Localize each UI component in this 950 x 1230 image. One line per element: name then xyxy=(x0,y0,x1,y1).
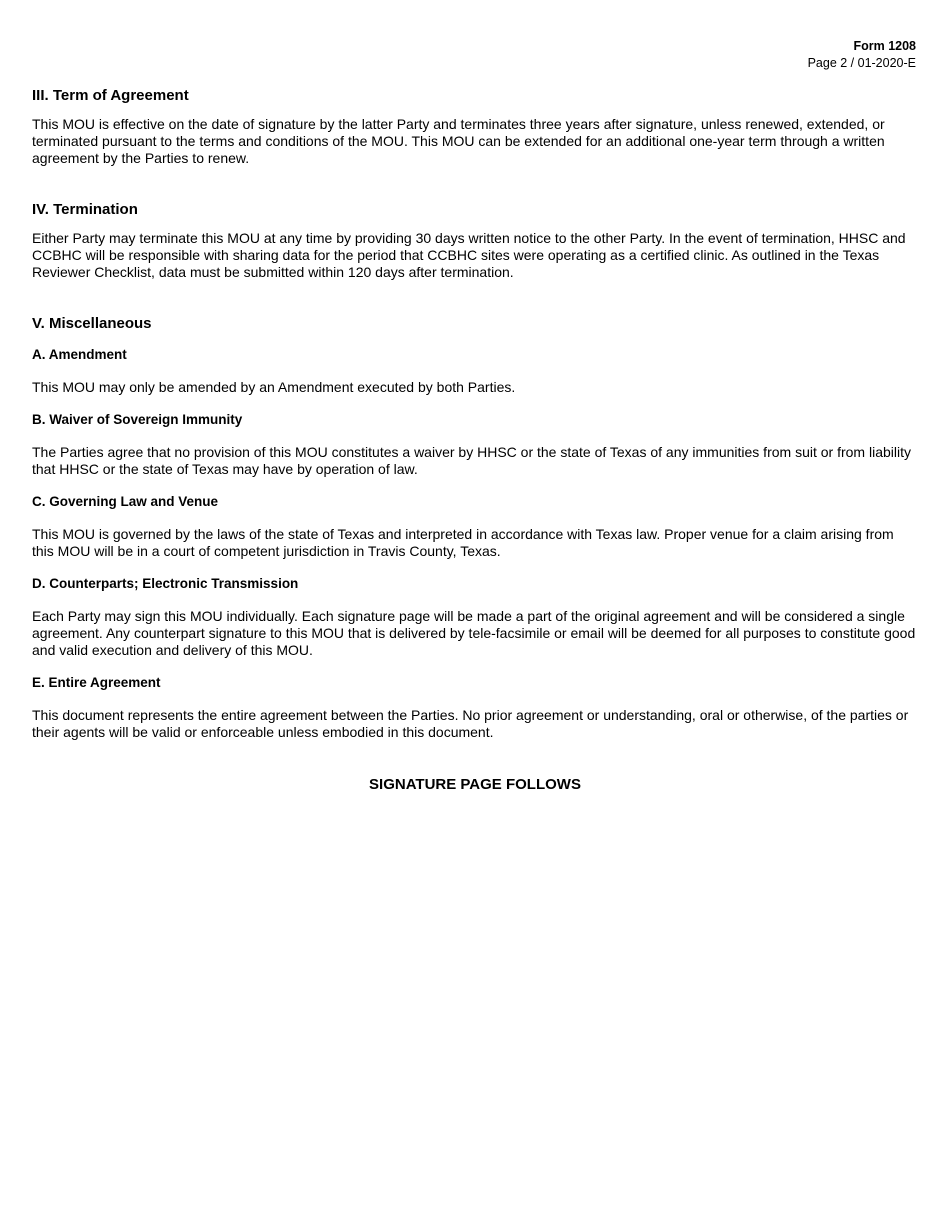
subsection-body-amendment: This MOU may only be amended by an Amendment executed by both Parties. xyxy=(32,379,516,395)
subsection-heading-amendment: A. Amendment xyxy=(32,347,127,362)
section-body-term: This MOU is effective on the date of signature by the latter Party and terminates three years after signature, unless renewed, extended, or terminated pursuant to the terms and conditions of the MOU. This MOU can be extended for an additional one-year term through a written agreement by the Parties to renew. xyxy=(32,116,885,166)
page-header xyxy=(808,38,916,72)
subsection-heading-waiver: B. Waiver of Sovereign Immunity xyxy=(32,412,243,427)
page-info: Page 2 / 01-2020-E xyxy=(807,56,916,70)
document-body xyxy=(32,86,918,795)
subsection-body-waiver: The Parties agree that no provision of this MOU constitutes a waiver by HHSC or the state of Texas of any immunities from suit or from liability that HHSC or the state of Texas may have by operation of law. xyxy=(32,444,911,477)
section-body-termination: Either Party may terminate this MOU at any time by providing 30 days written notice to the other Party. In the event of termination, HHSC and CCBHC will be responsible with sharing data for the period that CCBHC sites were operating as a certified clinic. As outlined in the Texas Reviewer Checklist, data must be submitted within 120 days after termination. xyxy=(32,230,906,280)
subsection-body-entire: This document represents the entire agreement between the Parties. No prior agreement or understanding, oral or otherwise, of the parties or their agents will be valid or enforceable unless embodied in this document. xyxy=(32,707,909,740)
section-heading-term: III. Term of Agreement xyxy=(32,87,189,104)
section-heading-misc: V. Miscellaneous xyxy=(32,315,152,332)
subsection-heading-governing: C. Governing Law and Venue xyxy=(32,494,219,509)
signature-page-notice: SIGNATURE PAGE FOLLOWS xyxy=(369,776,581,793)
subsection-heading-counterparts: D. Counterparts; Electronic Transmission xyxy=(32,576,299,591)
subsection-body-governing: This MOU is governed by the laws of the state of Texas and interpreted in accordance with Texas law. Proper venue for a claim arising from this MOU will be in a court of competent jurisdiction in Travis County, Texas. xyxy=(32,526,894,559)
form-number: Form 1208 xyxy=(853,39,916,53)
subsection-heading-entire: E. Entire Agreement xyxy=(32,675,161,690)
subsection-body-counterparts: Each Party may sign this MOU individually. Each signature page will be made a part of the original agreement and will be considered a single agreement. Any counterpart signature to this MOU that is delivered by tele-facsimile or email will be deemed for all purposes to constitute good and valid execution and delivery of this MOU. xyxy=(32,608,916,658)
section-heading-termination: IV. Termination xyxy=(32,201,138,218)
